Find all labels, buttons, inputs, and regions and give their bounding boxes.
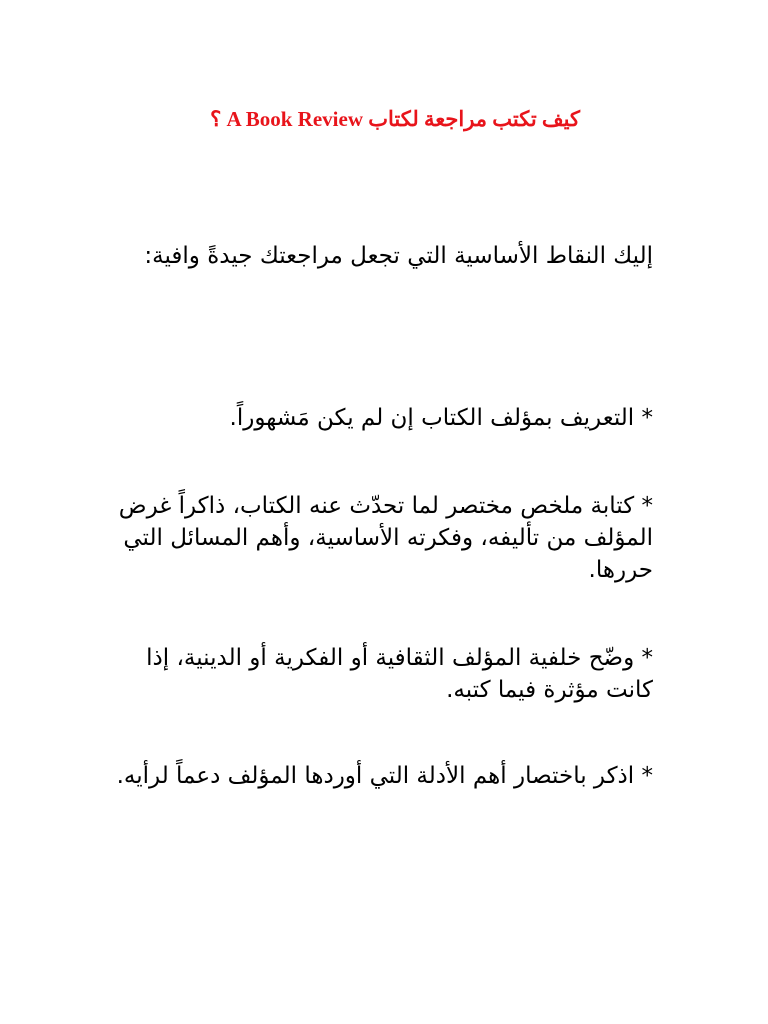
document-title: [100, 105, 580, 133]
point-author-background: * وضّح خلفية المؤلف الثقافية أو الفكرية أو الدينية، إذا كانت مؤثرة فيما كتبه.: [146, 645, 653, 703]
title-arabic: كيف تكتب مراجعة لكتاب: [368, 107, 580, 131]
title-english: A Book Review: [226, 107, 363, 131]
point-evidence: * اذكر باختصار أهم الأدلة التي أوردها المؤلف دعماً لرأيه.: [116, 763, 653, 789]
title-question-mark: ؟: [210, 107, 222, 131]
point-author-intro: * التعريف بمؤلف الكتاب إن لم يكن مَشهوراً.: [229, 405, 653, 431]
point-summary: * كتابة ملخص مختصر لما تحدّث عنه الكتاب، ذاكراً غرض المؤلف من تأليفه، وفكرته الأساسية، وأهم المسائل التي حررها.: [118, 493, 653, 583]
intro-paragraph: إليك النقاط الأساسية التي تجعل مراجعتك جيدةً وافية:: [144, 243, 653, 269]
